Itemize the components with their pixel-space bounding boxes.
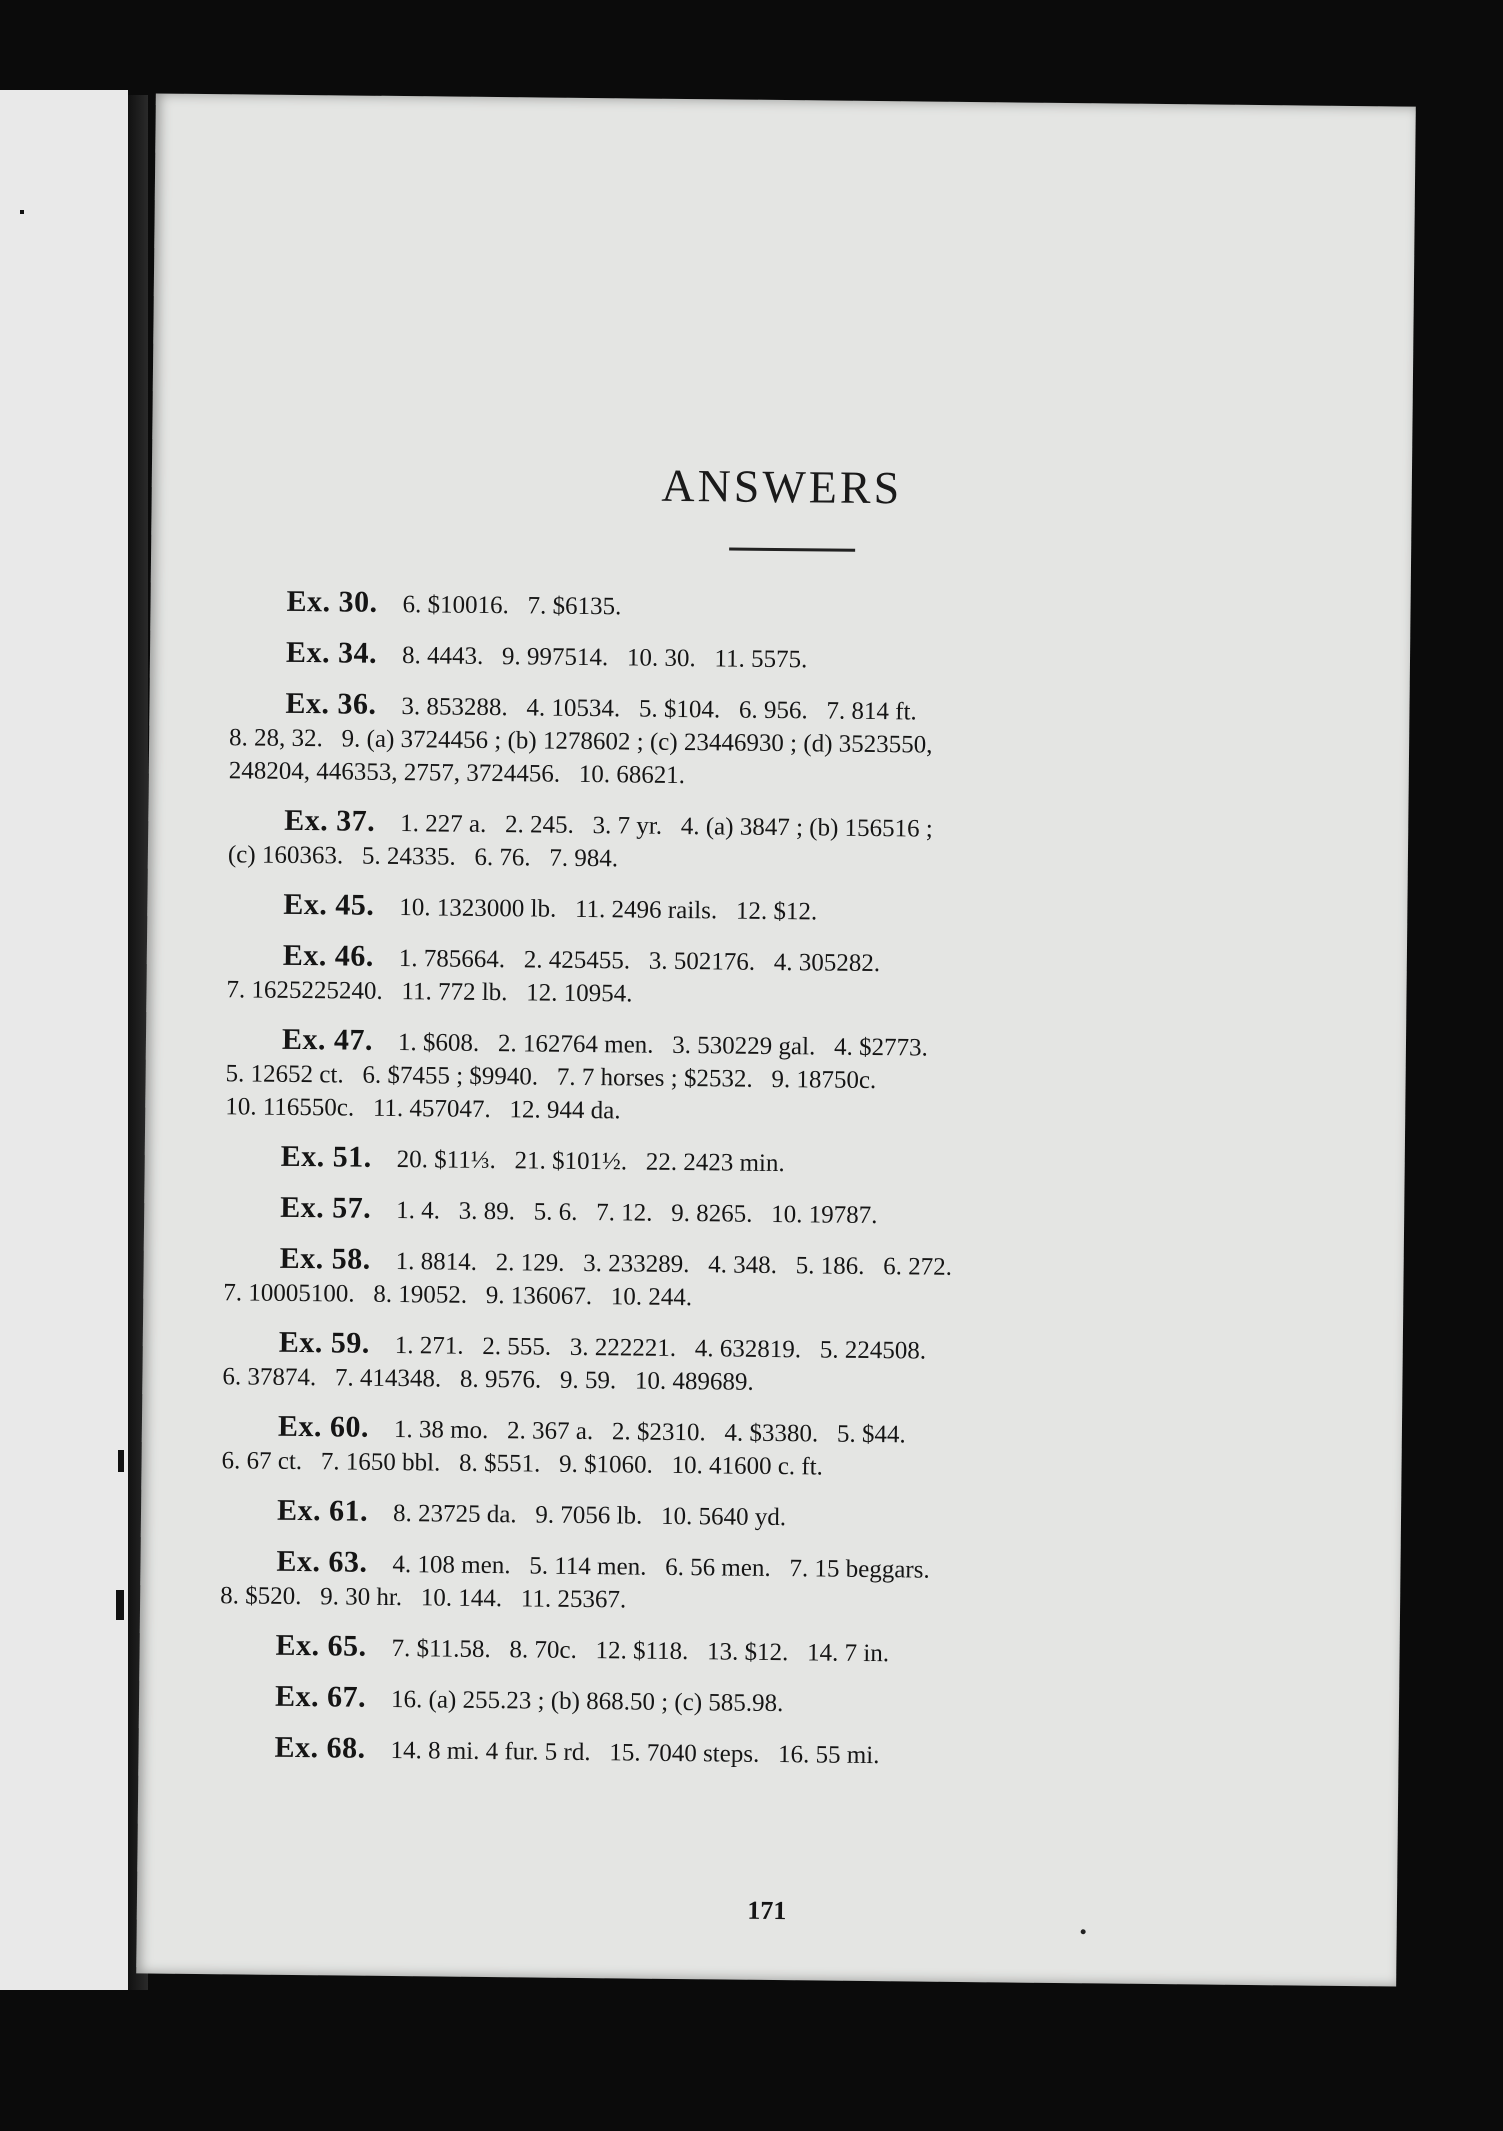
- answer-text: 6. 67 ct. 7. 1650 bbl. 8. $551. 9. $1060. 10. 41600 c. ft.: [221, 1447, 824, 1481]
- exercise-label: Ex. 57.: [280, 1190, 372, 1225]
- answer-line: [225, 1139, 1325, 1186]
- answer-text: 7. $11.58. 8. 70c. 12. $118. 13. $12. 14. 7 in.: [391, 1635, 890, 1668]
- page-speck: [116, 1590, 124, 1620]
- exercise-label: Ex. 68.: [274, 1730, 366, 1765]
- answer-entry: [221, 1493, 1321, 1540]
- answer-text: 6. 37874. 7. 414348. 8. 9576. 9. 59. 10. 489689.: [222, 1363, 754, 1396]
- answer-entry: [230, 635, 1330, 682]
- answer-text: 10. 1323000 lb. 11. 2496 rails. 12. $12.: [399, 894, 818, 926]
- answer-text: 8. 23725 da. 9. 7056 lb. 10. 5640 yd.: [392, 1500, 787, 1532]
- page-title: ANSWERS: [661, 459, 903, 514]
- answer-text: 3. 853288. 4. 10534. 5. $104. 6. 956. 7. 814 ft.: [401, 693, 917, 726]
- page-speck: [118, 1450, 124, 1472]
- exercise-label: Ex. 65.: [275, 1628, 367, 1663]
- answer-text: 4. 108 men. 5. 114 men. 6. 56 men. 7. 15 beggars.: [392, 1551, 930, 1584]
- exercise-label: Ex. 51.: [280, 1139, 372, 1174]
- answer-text: 248204, 446353, 2757, 3724456. 10. 68621.: [228, 757, 686, 790]
- answer-entry: [220, 1544, 1321, 1624]
- exercise-label: Ex. 46.: [282, 938, 375, 973]
- answer-line: [218, 1730, 1318, 1777]
- answer-entry: [223, 1241, 1324, 1321]
- exercise-label: Ex. 60.: [277, 1409, 370, 1444]
- page-speck: [1081, 1929, 1086, 1934]
- answer-text: 1. $608. 2. 162764 men. 3. 530229 gal. 4. $2773.: [397, 1029, 928, 1062]
- answer-entry: [224, 1190, 1324, 1237]
- answer-line: [219, 1628, 1319, 1675]
- answer-entry: [228, 803, 1329, 883]
- answers-list: [218, 584, 1330, 1792]
- answer-text: 10. 116550c. 11. 457047. 12. 944 da.: [225, 1093, 621, 1125]
- answer-text: 14. 8 mi. 4 fur. 5 rd. 15. 7040 steps. 16. 55 mi.: [390, 1737, 880, 1770]
- answer-entry: [225, 1022, 1326, 1135]
- answer-line: [219, 1679, 1319, 1726]
- title-rule: [729, 547, 855, 551]
- answer-text: 20. $11⅓. 21. $101½. 22. 2423 min.: [396, 1146, 785, 1178]
- exercise-label: Ex. 61.: [276, 1493, 369, 1528]
- exercise-label: Ex. 58.: [279, 1241, 371, 1276]
- exercise-label: Ex. 59.: [278, 1325, 370, 1360]
- answer-text: 1. 227 a. 2. 245. 3. 7 yr. 4. (a) 3847 ; (b) 156516 ;: [400, 810, 933, 843]
- answer-entry: [227, 887, 1327, 934]
- answer-text: 8. 28, 32. 9. (a) 3724456 ; (b) 1278602 ; (c) 23446930 ; (d) 3523550,: [228, 724, 933, 759]
- answer-entry: [219, 1679, 1319, 1726]
- answer-text: 1. 8814. 2. 129. 3. 233289. 4. 348. 5. 186. 6. 272.: [395, 1248, 953, 1281]
- answer-line: [227, 887, 1327, 934]
- answer-text: 7. 1625225240. 11. 772 lb. 12. 10954.: [226, 976, 633, 1008]
- answer-text: 8. $520. 9. 30 hr. 10. 144. 11. 25367.: [220, 1582, 627, 1614]
- exercise-label: Ex. 47.: [281, 1022, 374, 1057]
- exercise-label: Ex. 67.: [274, 1679, 367, 1714]
- answer-line: [224, 1190, 1324, 1237]
- answer-line: [230, 584, 1330, 631]
- answer-line: [230, 635, 1330, 682]
- answer-line: [221, 1493, 1321, 1540]
- answer-text: 8. 4443. 9. 997514. 10. 30. 11. 5575.: [401, 642, 808, 674]
- answer-entry: [222, 1325, 1323, 1405]
- answers-page: [136, 93, 1416, 1986]
- page-number: 171: [747, 1895, 787, 1926]
- answer-text: 7. 10005100. 8. 19052. 9. 136067. 10. 244.: [223, 1279, 693, 1312]
- answer-text: 1. 271. 2. 555. 3. 222221. 4. 632819. 5. 224508.: [394, 1332, 927, 1365]
- answer-text: 1. 785664. 2. 425455. 3. 502176. 4. 305282.: [398, 945, 881, 978]
- answer-entry: [226, 938, 1327, 1018]
- answer-text: (c) 160363. 5. 24335. 6. 76. 7. 984.: [227, 841, 619, 873]
- page-speck: [20, 210, 24, 214]
- exercise-label: Ex. 34.: [285, 635, 378, 670]
- answer-text: 16. (a) 255.23 ; (b) 868.50 ; (c) 585.98.: [390, 1686, 784, 1718]
- answer-entry: [230, 584, 1330, 631]
- answer-text: 1. 38 mo. 2. 367 a. 2. $2310. 4. $3380. 5. $44.: [393, 1416, 906, 1449]
- answer-entry: [221, 1409, 1322, 1489]
- exercise-label: Ex. 45.: [283, 887, 375, 922]
- exercise-label: Ex. 63.: [276, 1544, 368, 1579]
- answer-text: 1. 4. 3. 89. 5. 6. 7. 12. 9. 8265. 10. 19787.: [396, 1197, 878, 1230]
- exercise-label: Ex. 36.: [285, 686, 377, 721]
- facing-page-edge: [0, 90, 128, 1990]
- answer-text: 6. $10016. 7. $6135.: [402, 591, 622, 621]
- exercise-label: Ex. 30.: [286, 584, 378, 619]
- exercise-label: Ex. 37.: [284, 803, 376, 838]
- answer-entry: [219, 1628, 1319, 1675]
- answer-entry: [218, 1730, 1318, 1777]
- answer-text: 5. 12652 ct. 6. $7455 ; $9940. 7. 7 horses ; $2532. 9. 18750c.: [225, 1060, 877, 1095]
- answer-entry: [225, 1139, 1325, 1186]
- answer-entry: [229, 686, 1330, 799]
